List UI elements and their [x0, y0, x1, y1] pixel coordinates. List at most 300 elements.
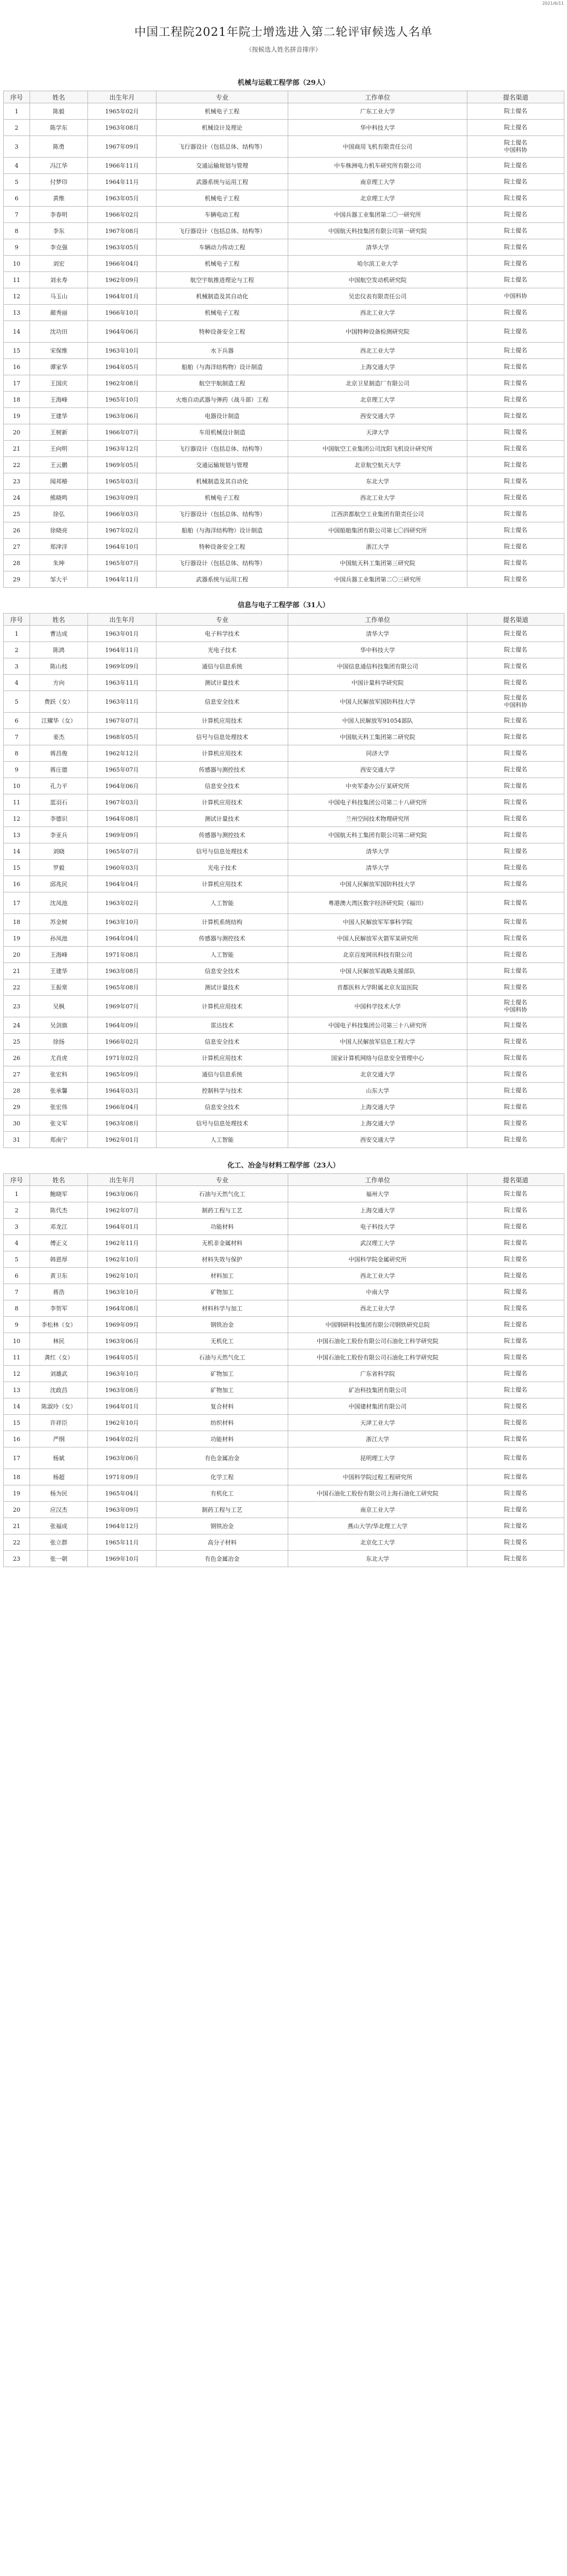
nomination-channel: 院士提名 — [504, 244, 527, 250]
column-header-nomination: 提名渠道 — [467, 91, 564, 103]
table-row — [4, 223, 564, 239]
cell-organization: 国家计算机网络与信息安全管理中心 — [288, 1050, 467, 1066]
section-information — [3, 598, 564, 1148]
nomination-channel: 院士提名 — [504, 429, 527, 435]
table-row — [4, 1268, 564, 1284]
cell-number: 1 — [4, 1186, 30, 1202]
cell-nomination — [467, 811, 564, 827]
cell-birth: 1964年11月 — [88, 571, 157, 588]
cell-number: 17 — [4, 892, 30, 914]
nomination-channel: 院士提名 — [504, 178, 527, 185]
cell-birth: 1969年09月 — [88, 658, 157, 675]
cell-number: 10 — [4, 256, 30, 272]
nomination-channel: 院士提名 — [504, 478, 527, 484]
cell-birth: 1966年11月 — [88, 158, 157, 174]
cell-major: 武器系统与运用工程 — [157, 174, 288, 190]
table-row — [4, 473, 564, 490]
cell-major: 飞行器设计（包括总体、结构等） — [157, 555, 288, 571]
cell-birth: 1963年10月 — [88, 343, 157, 359]
cell-nomination — [467, 1251, 564, 1268]
cell-nomination — [467, 963, 564, 979]
cell-name: 李德识 — [30, 811, 88, 827]
cell-name: 徐晓亮 — [30, 522, 88, 539]
nomination-channel: 院士提名 — [504, 309, 527, 316]
table-row — [4, 256, 564, 272]
cell-organization: 上海交通大学 — [288, 1099, 467, 1115]
nomination-channel: 院士提名 — [504, 1272, 527, 1279]
cell-name: 蔺秀丽 — [30, 305, 88, 321]
cell-name: 张文军 — [30, 1115, 88, 1132]
cell-birth: 1960年03月 — [88, 860, 157, 876]
nomination-channel: 院士提名 — [504, 227, 527, 234]
nomination-channel: 院士提名 — [504, 1555, 527, 1562]
cell-number: 24 — [4, 490, 30, 506]
nomination-channel: 院士提名 — [504, 967, 527, 974]
cell-organization: 西安交通大学 — [288, 408, 467, 424]
cell-nomination — [467, 626, 564, 642]
cell-number: 28 — [4, 1083, 30, 1099]
cell-major: 测试计量技术 — [157, 811, 288, 827]
cell-organization: 中国建材集团有限公司 — [288, 1398, 467, 1415]
cell-birth: 1968年05月 — [88, 729, 157, 745]
cell-birth: 1964年05月 — [88, 1349, 157, 1366]
cell-nomination — [467, 424, 564, 441]
table-row — [4, 626, 564, 642]
cell-nomination — [467, 778, 564, 794]
cell-major: 雷达技术 — [157, 1017, 288, 1034]
cell-nomination — [467, 827, 564, 843]
cell-organization: 中国科学院金属研究所 — [288, 1251, 467, 1268]
cell-birth: 1964年01月 — [88, 288, 157, 305]
nomination-channel: 院士提名 — [504, 1256, 527, 1262]
cell-number: 23 — [4, 996, 30, 1017]
cell-nomination — [467, 892, 564, 914]
cell-major: 钢铁冶金 — [157, 1317, 288, 1333]
page-subtitle: （按候选人姓名拼音排序） — [245, 46, 321, 53]
table-row — [4, 1115, 564, 1132]
table-row — [4, 729, 564, 745]
cell-birth: 1969年05月 — [88, 457, 157, 473]
table-row — [4, 1050, 564, 1066]
cell-number: 22 — [4, 1534, 30, 1551]
cell-major: 高分子材料 — [157, 1534, 288, 1551]
cell-name: 许祥臣 — [30, 1415, 88, 1431]
cell-number: 12 — [4, 811, 30, 827]
nomination-channel: 院士提名 — [504, 380, 527, 386]
cell-number: 9 — [4, 1317, 30, 1333]
cell-organization: 中国信息通信科技集团有限公司 — [288, 658, 467, 675]
cell-nomination — [467, 1502, 564, 1518]
column-header-birth: 出生年月 — [88, 1174, 157, 1186]
cell-organization: 江西洪都航空工业集团有限责任公司 — [288, 506, 467, 522]
cell-organization: 北京卫星制造厂有限公司 — [288, 375, 467, 392]
cell-nomination — [467, 1284, 564, 1300]
cell-birth: 1964年01月 — [88, 1398, 157, 1415]
table-row — [4, 1366, 564, 1382]
cell-nomination — [467, 1518, 564, 1534]
column-header-major: 专业 — [157, 1174, 288, 1186]
cell-nomination — [467, 1317, 564, 1333]
cell-major: 航空宇航制造工程 — [157, 375, 288, 392]
cell-name: 王振常 — [30, 979, 88, 996]
table-row — [4, 408, 564, 424]
cell-birth: 1964年06月 — [88, 321, 157, 343]
cell-number: 14 — [4, 1398, 30, 1415]
column-header-name: 姓名 — [30, 614, 88, 626]
cell-number: 3 — [4, 1219, 30, 1235]
table-row — [4, 1447, 564, 1469]
cell-birth: 1966年02月 — [88, 1034, 157, 1050]
column-header-org: 工作单位 — [288, 614, 467, 626]
cell-name: 韩恩厚 — [30, 1251, 88, 1268]
cell-name: 傅正义 — [30, 1235, 88, 1251]
cell-name: 王国庆 — [30, 375, 88, 392]
cell-birth: 1963年10月 — [88, 1284, 157, 1300]
cell-birth: 1964年02月 — [88, 1431, 157, 1447]
cell-birth: 1966年02月 — [88, 207, 157, 223]
cell-organization: 山东大学 — [288, 1083, 467, 1099]
nomination-channel: 院士提名 — [504, 1120, 527, 1126]
cell-major: 机械电子工程 — [157, 256, 288, 272]
cell-nomination — [467, 239, 564, 256]
section-mechanical — [3, 76, 564, 588]
cell-organization: 中国科学院过程工程研究所 — [288, 1469, 467, 1485]
cell-birth: 1966年04月 — [88, 1099, 157, 1115]
section-chemical-metallurgy-materials — [3, 1159, 564, 1567]
cell-name: 黄维 — [30, 190, 88, 207]
nomination-channel: 院士提名 — [504, 1435, 527, 1442]
cell-major: 机械制造及其自动化 — [157, 288, 288, 305]
cell-major: 机械设计及理论 — [157, 120, 288, 136]
cell-number: 5 — [4, 1251, 30, 1268]
cell-major: 信息安全技术 — [157, 1099, 288, 1115]
cell-number: 23 — [4, 1551, 30, 1567]
cell-birth: 1962年08月 — [88, 375, 157, 392]
cell-name: 张立群 — [30, 1534, 88, 1551]
cell-number: 6 — [4, 1268, 30, 1284]
cell-organization: 武汉理工大学 — [288, 1235, 467, 1251]
cell-nomination — [467, 392, 564, 408]
cell-organization: 中国石油化工股份有限公司上海石油化工研究院 — [288, 1485, 467, 1502]
nomination-channel: 院士提名 — [504, 1136, 527, 1143]
cell-number: 7 — [4, 1284, 30, 1300]
cell-major: 特种设备安全工程 — [157, 539, 288, 555]
cell-name: 王建华 — [30, 408, 88, 424]
cell-number: 26 — [4, 1050, 30, 1066]
nomination-channel: 院士提名 — [504, 1087, 527, 1094]
cell-name: 邓龙江 — [30, 1219, 88, 1235]
table-row — [4, 190, 564, 207]
cell-number: 26 — [4, 522, 30, 539]
cell-number: 15 — [4, 1415, 30, 1431]
cell-number: 14 — [4, 321, 30, 343]
cell-number: 9 — [4, 762, 30, 778]
cell-major: 计算机应用技术 — [157, 876, 288, 892]
nomination-channel: 院士提名 — [504, 679, 527, 686]
cell-birth: 1964年03月 — [88, 1083, 157, 1099]
cell-nomination — [467, 359, 564, 375]
cell-birth: 1962年12月 — [88, 745, 157, 762]
cell-nomination — [467, 1431, 564, 1447]
cell-major: 机械制造及其自动化 — [157, 473, 288, 490]
cell-birth: 1965年02月 — [88, 103, 157, 120]
column-header-major: 专业 — [157, 614, 288, 626]
nomination-channel: 院士提名 — [504, 139, 527, 146]
cell-name: 李克强 — [30, 239, 88, 256]
cell-major: 材料加工 — [157, 1268, 288, 1284]
table-row — [4, 1186, 564, 1202]
cell-nomination — [467, 223, 564, 239]
table-row — [4, 1534, 564, 1551]
nomination-channel: 院士提名 — [504, 1419, 527, 1426]
nomination-channel: 院士提名 — [504, 1239, 527, 1246]
cell-nomination — [467, 1349, 564, 1366]
cell-organization: 中国兵器工业集团第二〇三研究所 — [288, 571, 467, 588]
cell-major: 矿物加工 — [157, 1284, 288, 1300]
nomination-channel: 院士提名 — [504, 1103, 527, 1110]
table-row — [4, 1017, 564, 1034]
cell-nomination — [467, 1034, 564, 1050]
cell-organization: 矿冶科技集团有限公司 — [288, 1382, 467, 1398]
nomination-channel: 院士提名 — [504, 831, 527, 838]
cell-organization: 上海交通大学 — [288, 1115, 467, 1132]
cell-number: 25 — [4, 506, 30, 522]
cell-major: 车辆动力传动工程 — [157, 239, 288, 256]
table-row — [4, 424, 564, 441]
cell-name: 谭家华 — [30, 359, 88, 375]
cell-organization: 西北工业大学 — [288, 1268, 467, 1284]
cell-birth: 1967年08月 — [88, 223, 157, 239]
cell-name: 应汉杰 — [30, 1502, 88, 1518]
cell-organization: 吴忠仪表有限责任公司 — [288, 288, 467, 305]
cell-major: 飞行器设计（包括总体、结构等） — [157, 506, 288, 522]
section-title: 机械与运载工程学部（29人） — [237, 79, 330, 87]
cell-birth: 1964年10月 — [88, 539, 157, 555]
cell-organization: 清华大学 — [288, 843, 467, 860]
cell-number: 19 — [4, 930, 30, 947]
cell-number: 18 — [4, 392, 30, 408]
cell-nomination — [467, 343, 564, 359]
cell-nomination — [467, 691, 564, 713]
nomination-channel: 院士提名 — [504, 717, 527, 724]
nomination-channel: 中国科协 — [504, 1006, 527, 1013]
nomination-channel: 院士提名 — [504, 750, 527, 756]
cell-nomination — [467, 321, 564, 343]
table-row — [4, 930, 564, 947]
cell-nomination — [467, 914, 564, 930]
nomination-channel: 院士提名 — [504, 1370, 527, 1377]
cell-major: 机械电子工程 — [157, 305, 288, 321]
cell-name: 孔力平 — [30, 778, 88, 794]
nomination-channel: 院士提名 — [504, 1305, 527, 1311]
table-row — [4, 811, 564, 827]
cell-major: 计算机应用技术 — [157, 996, 288, 1017]
cell-birth: 1963年01月 — [88, 626, 157, 642]
cell-organization: 北京航空航天大学 — [288, 457, 467, 473]
cell-major: 传感器与测控技术 — [157, 762, 288, 778]
cell-major: 石油与天然气化工 — [157, 1186, 288, 1202]
cell-number: 30 — [4, 1115, 30, 1132]
table-row — [4, 827, 564, 843]
nomination-channel: 院士提名 — [504, 124, 527, 131]
table-row — [4, 778, 564, 794]
cell-birth: 1964年05月 — [88, 359, 157, 375]
cell-organization: 中国兵器工业集团第二〇一研究所 — [288, 207, 467, 223]
cell-name: 李东 — [30, 223, 88, 239]
cell-name: 付梦印 — [30, 174, 88, 190]
table-body — [4, 103, 564, 588]
nomination-channel: 院士提名 — [504, 663, 527, 669]
cell-major: 人工智能 — [157, 947, 288, 963]
cell-organization: 中南大学 — [288, 1284, 467, 1300]
cell-nomination — [467, 1300, 564, 1317]
nomination-channel: 院士提名 — [504, 1207, 527, 1213]
cell-organization: 中国人民解放军火箭军某研究所 — [288, 930, 467, 947]
cell-nomination — [467, 947, 564, 963]
table-row — [4, 288, 564, 305]
cell-nomination — [467, 642, 564, 658]
cell-name: 郑津洋 — [30, 539, 88, 555]
cell-birth: 1963年06月 — [88, 408, 157, 424]
cell-name: 蒋浩 — [30, 1284, 88, 1300]
cell-organization: 中国船舶集团有限公司第七〇四研究所 — [288, 522, 467, 539]
cell-birth: 1967年02月 — [88, 522, 157, 539]
cell-name: 徐扬 — [30, 1034, 88, 1050]
cell-organization: 北京百度网讯科技有限公司 — [288, 947, 467, 963]
nomination-channel: 院士提名 — [504, 1403, 527, 1409]
table-row — [4, 642, 564, 658]
table-row — [4, 1300, 564, 1317]
cell-name: 张福成 — [30, 1518, 88, 1534]
cell-major: 信息安全技术 — [157, 691, 288, 713]
cell-organization: 西北工业大学 — [288, 490, 467, 506]
cell-organization: 中国计量科学研究院 — [288, 675, 467, 691]
cell-name: 徐弘 — [30, 506, 88, 522]
cell-birth: 1967年03月 — [88, 794, 157, 811]
table-row — [4, 359, 564, 375]
nomination-channel: 院士提名 — [504, 766, 527, 773]
cell-name: 王树新 — [30, 424, 88, 441]
nomination-channel: 院士提名 — [504, 1522, 527, 1529]
nomination-channel: 院士提名 — [504, 527, 527, 533]
cell-organization: 北京交通大学 — [288, 1066, 467, 1083]
table-row — [4, 1099, 564, 1115]
cell-number: 14 — [4, 843, 30, 860]
cell-birth: 1963年02月 — [88, 892, 157, 914]
cell-number: 27 — [4, 539, 30, 555]
cell-major: 无机非金属材料 — [157, 1235, 288, 1251]
table-row — [4, 1132, 564, 1148]
cell-number: 28 — [4, 555, 30, 571]
cell-number: 4 — [4, 1235, 30, 1251]
cell-name: 陈山枝 — [30, 658, 88, 675]
cell-birth: 1969年07月 — [88, 996, 157, 1017]
cell-number: 29 — [4, 1099, 30, 1115]
cell-organization: 上海交通大学 — [288, 1202, 467, 1219]
cell-number: 19 — [4, 408, 30, 424]
cell-birth: 1964年11月 — [88, 174, 157, 190]
cell-nomination — [467, 745, 564, 762]
cell-birth: 1963年05月 — [88, 239, 157, 256]
cell-organization: 中国航天科工集团第三研究院 — [288, 555, 467, 571]
cell-name: 费跃（女） — [30, 691, 88, 713]
cell-number: 12 — [4, 288, 30, 305]
cell-birth: 1969年09月 — [88, 827, 157, 843]
nomination-channel: 院士提名 — [504, 848, 527, 854]
cell-nomination — [467, 207, 564, 223]
cell-number: 31 — [4, 1132, 30, 1148]
cell-name: 陈代杰 — [30, 1202, 88, 1219]
cell-major: 石油与天然气化工 — [157, 1349, 288, 1366]
nomination-channel: 院士提名 — [504, 195, 527, 201]
cell-nomination — [467, 843, 564, 860]
cell-birth: 1965年10月 — [88, 392, 157, 408]
cell-nomination — [467, 1202, 564, 1219]
cell-nomination — [467, 158, 564, 174]
column-header-org: 工作单位 — [288, 91, 467, 103]
cell-major: 制药工程与工艺 — [157, 1202, 288, 1219]
cell-name: 龚红（女） — [30, 1349, 88, 1366]
cell-number: 11 — [4, 272, 30, 288]
cell-nomination — [467, 1333, 564, 1349]
cell-name: 张承馨 — [30, 1083, 88, 1099]
cell-name: 邹大平 — [30, 571, 88, 588]
cell-major: 水下兵器 — [157, 343, 288, 359]
cell-birth: 1962年10月 — [88, 1268, 157, 1284]
cell-number: 24 — [4, 1017, 30, 1034]
cell-name: 沈政昌 — [30, 1382, 88, 1398]
column-header-birth: 出生年月 — [88, 91, 157, 103]
cell-birth: 1963年06月 — [88, 1186, 157, 1202]
cell-nomination — [467, 408, 564, 424]
nomination-channel: 院士提名 — [504, 815, 527, 822]
table-body — [4, 1186, 564, 1567]
cell-number: 16 — [4, 359, 30, 375]
cell-number: 19 — [4, 1485, 30, 1502]
cell-number: 8 — [4, 745, 30, 762]
cell-organization: 浙江大学 — [288, 1431, 467, 1447]
cell-nomination — [467, 174, 564, 190]
table-row — [4, 1066, 564, 1083]
nomination-channel: 院士提名 — [504, 494, 527, 501]
cell-major: 制药工程与工艺 — [157, 1502, 288, 1518]
cell-organization: 天津大学 — [288, 424, 467, 441]
cell-nomination — [467, 256, 564, 272]
cell-nomination — [467, 375, 564, 392]
cell-name: 张宏伟 — [30, 1099, 88, 1115]
cell-birth: 1962年09月 — [88, 272, 157, 288]
cell-name: 李春明 — [30, 207, 88, 223]
cell-nomination — [467, 305, 564, 321]
table-row — [4, 1518, 564, 1534]
nomination-channel: 中国科协 — [504, 147, 527, 153]
table-row — [4, 392, 564, 408]
table-row — [4, 457, 564, 473]
table-row — [4, 794, 564, 811]
cell-nomination — [467, 441, 564, 457]
cell-number: 11 — [4, 794, 30, 811]
cell-major: 信号与信息处理技术 — [157, 729, 288, 745]
cell-birth: 1965年07月 — [88, 555, 157, 571]
cell-nomination — [467, 675, 564, 691]
table-row — [4, 876, 564, 892]
cell-major: 有色金属冶金 — [157, 1447, 288, 1469]
table-row — [4, 892, 564, 914]
cell-major: 电器设计制造 — [157, 408, 288, 424]
cell-name: 江耀华（女） — [30, 713, 88, 729]
cell-organization: 昆明理工大学 — [288, 1447, 467, 1469]
cell-name: 林民 — [30, 1333, 88, 1349]
